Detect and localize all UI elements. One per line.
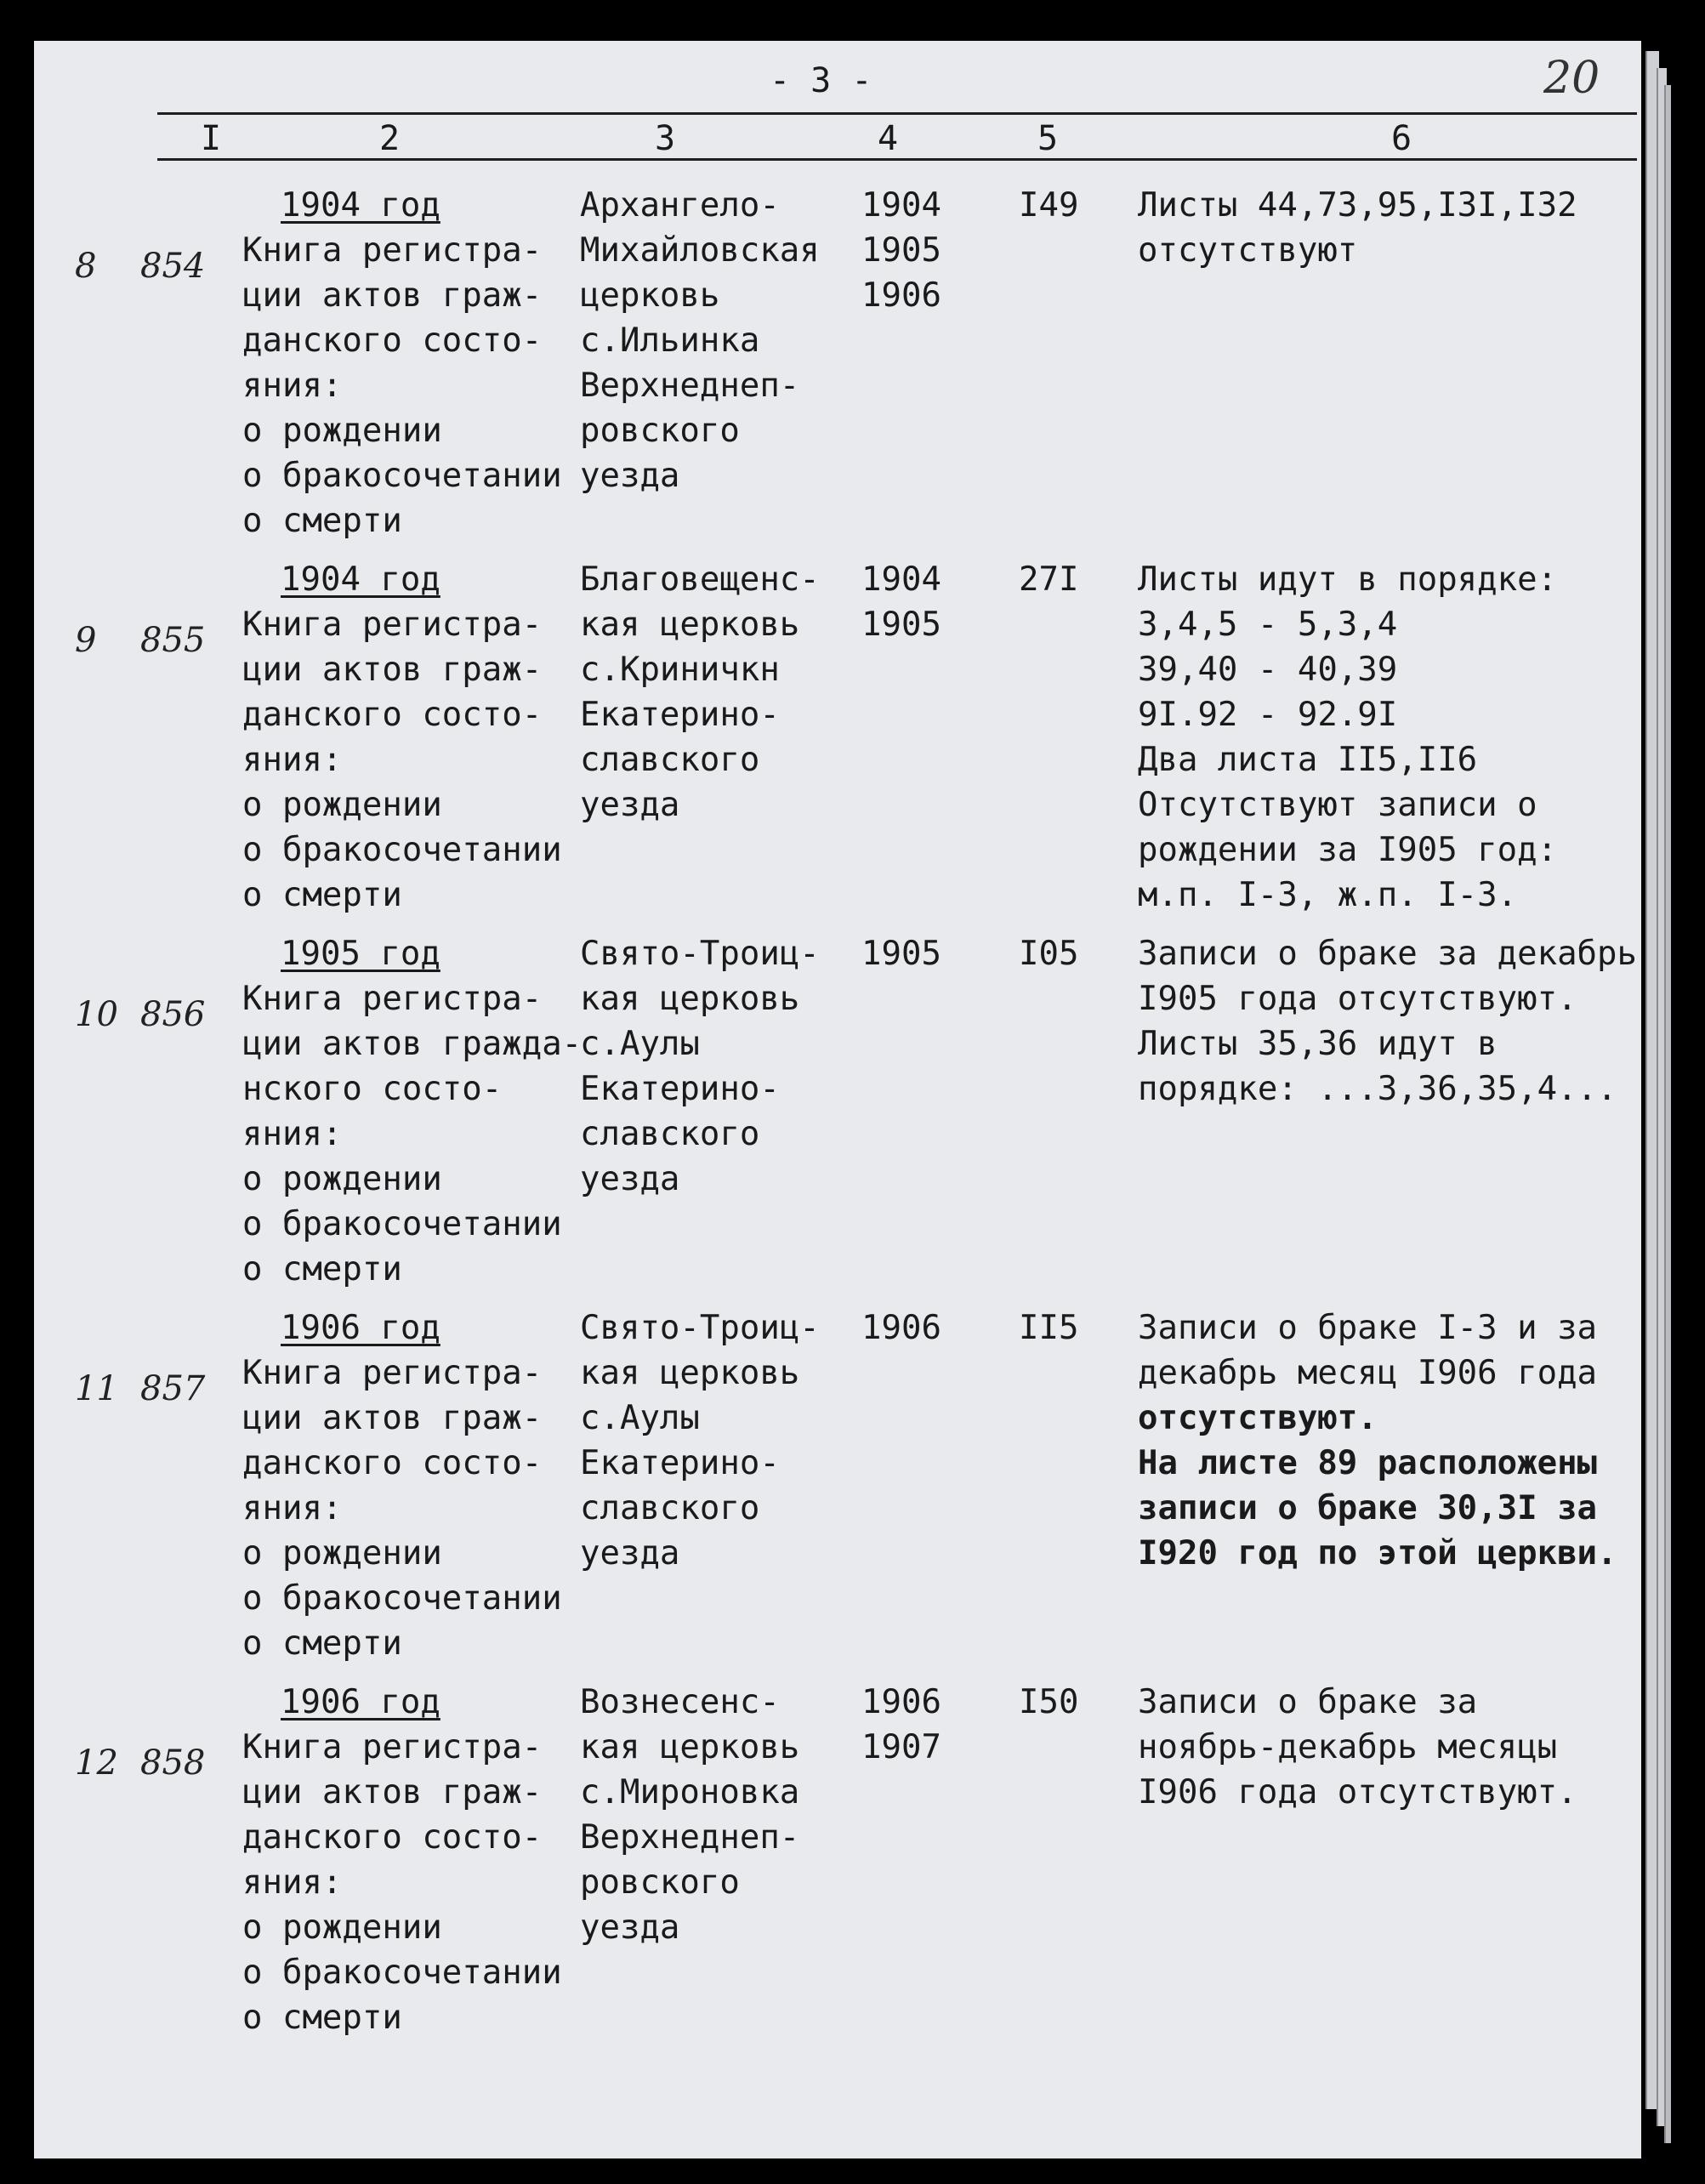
church-location-line: церковь bbox=[580, 276, 720, 315]
document-description-line: яния: bbox=[242, 1489, 343, 1527]
church-location-line: Свято-Троиц- bbox=[580, 1309, 820, 1347]
note-line: Записи о браке I-3 и за bbox=[1138, 1309, 1598, 1347]
folio-number: 20 bbox=[1543, 53, 1600, 104]
church-location-line: кая церковь bbox=[580, 1728, 800, 1766]
column-header-3: 3 bbox=[655, 119, 676, 158]
church-location-line: кая церковь bbox=[580, 980, 800, 1018]
church-location-line: уезда bbox=[580, 1908, 680, 1947]
document-description-line: яния: bbox=[242, 1863, 343, 1902]
year-value: 1905 bbox=[861, 606, 941, 644]
note-line: записи о браке 30,3I за bbox=[1138, 1489, 1598, 1527]
document-description-line: о рождении bbox=[242, 1160, 442, 1198]
year-value: 1904 bbox=[861, 186, 941, 225]
document-description-line: о смерти bbox=[242, 876, 402, 914]
document-description-line: Книга регистра- bbox=[242, 606, 543, 644]
church-location-line: уезда bbox=[580, 786, 680, 824]
margin-row-number: 10 bbox=[75, 995, 118, 1034]
document-description-line: о бракосочетании bbox=[242, 1954, 562, 1992]
document-description-line: данского состо- bbox=[242, 321, 543, 360]
margin-file-number: 856 bbox=[140, 995, 206, 1034]
note-line: ноябрь-декабрь месяцы bbox=[1138, 1728, 1558, 1766]
document-description-line: ции актов гражда- bbox=[242, 1025, 583, 1063]
note-line: Записи о браке за декабрь bbox=[1138, 935, 1637, 973]
document-description-line: нского состо- bbox=[242, 1070, 503, 1108]
church-location-line: Верхнеднеп- bbox=[580, 1818, 800, 1857]
document-description-line: Книга регистра- bbox=[242, 980, 543, 1018]
entry-year-title: 1906 год bbox=[281, 1309, 440, 1347]
note-line: Два листа II5,II6 bbox=[1138, 741, 1478, 779]
church-location-line: ровского bbox=[580, 1863, 740, 1902]
header-rule-top bbox=[157, 112, 1637, 115]
document-description-line: о смерти bbox=[242, 1624, 402, 1663]
note-line: Листы идут в порядке: bbox=[1138, 560, 1558, 599]
church-location-line: Екатерино- bbox=[580, 1070, 780, 1108]
note-line: Листы 35,36 идут в bbox=[1138, 1025, 1498, 1063]
document-description-line: о рождении bbox=[242, 1534, 442, 1573]
church-location-line: Верхнеднеп- bbox=[580, 367, 800, 405]
year-value: 1904 bbox=[861, 560, 941, 599]
note-line: На листе 89 расположены bbox=[1138, 1444, 1598, 1482]
document-description-line: о бракосочетании bbox=[242, 831, 562, 869]
church-location-line: с.Криничкн bbox=[580, 651, 780, 689]
margin-file-number: 854 bbox=[140, 247, 206, 286]
margin-row-number: 11 bbox=[75, 1369, 118, 1408]
page-edge bbox=[1664, 85, 1671, 2143]
entry-year-title: 1904 год bbox=[281, 560, 440, 599]
church-location-line: с.Аулы bbox=[580, 1025, 700, 1063]
note-line: м.п. I-3, ж.п. I-3. bbox=[1138, 876, 1518, 914]
church-location-line: с.Мироновка bbox=[580, 1773, 800, 1811]
document-description-line: ции актов граж- bbox=[242, 1773, 543, 1811]
document-description-line: Книга регистра- bbox=[242, 231, 543, 270]
document-description-line: о бракосочетании bbox=[242, 457, 562, 495]
column-header-5: 5 bbox=[1037, 119, 1059, 158]
column-header-6: 6 bbox=[1391, 119, 1412, 158]
church-location-line: кая церковь bbox=[580, 1354, 800, 1392]
document-description-line: яния: bbox=[242, 1115, 343, 1153]
note-line: декабрь месяц I906 года bbox=[1138, 1354, 1598, 1392]
document-description-line: данского состо- bbox=[242, 1818, 543, 1857]
document-description-line: о рождении bbox=[242, 1908, 442, 1947]
note-line: 9I.92 - 92.9I bbox=[1138, 696, 1398, 734]
sheet-count: I49 bbox=[1019, 186, 1079, 225]
year-value: 1906 bbox=[861, 276, 941, 315]
church-location-line: Благовещенс- bbox=[580, 560, 820, 599]
note-line: Отсутствуют записи о bbox=[1138, 786, 1537, 824]
document-description-line: данского состо- bbox=[242, 1444, 543, 1482]
church-location-line: славского bbox=[580, 741, 760, 779]
church-location-line: славского bbox=[580, 1115, 760, 1153]
church-location-line: уезда bbox=[580, 1160, 680, 1198]
margin-file-number: 858 bbox=[140, 1743, 206, 1783]
margin-file-number: 857 bbox=[140, 1369, 206, 1408]
note-line: 39,40 - 40,39 bbox=[1138, 651, 1398, 689]
year-value: 1906 bbox=[861, 1683, 941, 1721]
document-description-line: ции актов граж- bbox=[242, 651, 543, 689]
church-location-line: кая церковь bbox=[580, 606, 800, 644]
margin-file-number: 855 bbox=[140, 621, 206, 660]
document-description-line: о рождении bbox=[242, 786, 442, 824]
sheet-count: I50 bbox=[1019, 1683, 1079, 1721]
year-value: 1907 bbox=[861, 1728, 941, 1766]
church-location-line: Свято-Троиц- bbox=[580, 935, 820, 973]
note-line: I905 года отсутствуют. bbox=[1138, 980, 1577, 1018]
year-value: 1906 bbox=[861, 1309, 941, 1347]
note-line: рождении за I905 год: bbox=[1138, 831, 1558, 869]
document-description-line: ции актов граж- bbox=[242, 1399, 543, 1437]
margin-row-number: 12 bbox=[75, 1743, 118, 1783]
document-description-line: о рождении bbox=[242, 412, 442, 450]
document-description-line: данского состо- bbox=[242, 696, 543, 734]
sheet-count: 27I bbox=[1019, 560, 1079, 599]
document-description-line: о смерти bbox=[242, 1250, 402, 1288]
church-location-line: уезда bbox=[580, 457, 680, 495]
church-location-line: Вознесенс- bbox=[580, 1683, 780, 1721]
document-description-line: ции актов граж- bbox=[242, 276, 543, 315]
church-location-line: с.Аулы bbox=[580, 1399, 700, 1437]
column-header-2: 2 bbox=[379, 119, 401, 158]
document-description-line: яния: bbox=[242, 741, 343, 779]
church-location-line: с.Ильинка bbox=[580, 321, 760, 360]
document-description-line: о смерти bbox=[242, 502, 402, 540]
note-line: 3,4,5 - 5,3,4 bbox=[1138, 606, 1398, 644]
margin-row-number: 8 bbox=[75, 247, 97, 286]
note-line: I920 год по этой церкви. bbox=[1138, 1534, 1617, 1573]
entry-year-title: 1904 год bbox=[281, 186, 440, 225]
year-value: 1905 bbox=[861, 935, 941, 973]
note-line: Записи о браке за bbox=[1138, 1683, 1478, 1721]
sheet-count: II5 bbox=[1019, 1309, 1079, 1347]
document-description-line: Книга регистра- bbox=[242, 1354, 543, 1392]
note-line: отсутствуют. bbox=[1138, 1399, 1378, 1437]
document-description-line: о смерти bbox=[242, 1999, 402, 2037]
note-line: I906 года отсутствуют. bbox=[1138, 1773, 1577, 1811]
note-line: Листы 44,73,95,I3I,I32 bbox=[1138, 186, 1577, 225]
church-location-line: Екатерино- bbox=[580, 1444, 780, 1482]
church-location-line: Архангело- bbox=[580, 186, 780, 225]
column-header-4: 4 bbox=[878, 119, 899, 158]
document-description-line: Книга регистра- bbox=[242, 1728, 543, 1766]
document-description-line: о бракосочетании bbox=[242, 1579, 562, 1618]
document-description-line: яния: bbox=[242, 367, 343, 405]
entry-year-title: 1905 год bbox=[281, 935, 440, 973]
church-location-line: уезда bbox=[580, 1534, 680, 1573]
church-location-line: славского bbox=[580, 1489, 760, 1527]
note-line: порядке: ...3,36,35,4... bbox=[1138, 1070, 1617, 1108]
church-location-line: Екатерино- bbox=[580, 696, 780, 734]
church-location-line: ровского bbox=[580, 412, 740, 450]
sheet-count: I05 bbox=[1019, 935, 1079, 973]
entry-year-title: 1906 год bbox=[281, 1683, 440, 1721]
margin-row-number: 9 bbox=[75, 621, 97, 660]
note-line: отсутствуют bbox=[1138, 231, 1358, 270]
page-number: - 3 - bbox=[770, 61, 872, 100]
column-header-1: I bbox=[201, 119, 222, 158]
church-location-line: Михайловская bbox=[580, 231, 820, 270]
header-rule-bottom bbox=[157, 158, 1637, 161]
year-value: 1905 bbox=[861, 231, 941, 270]
document-description-line: о бракосочетании bbox=[242, 1205, 562, 1243]
